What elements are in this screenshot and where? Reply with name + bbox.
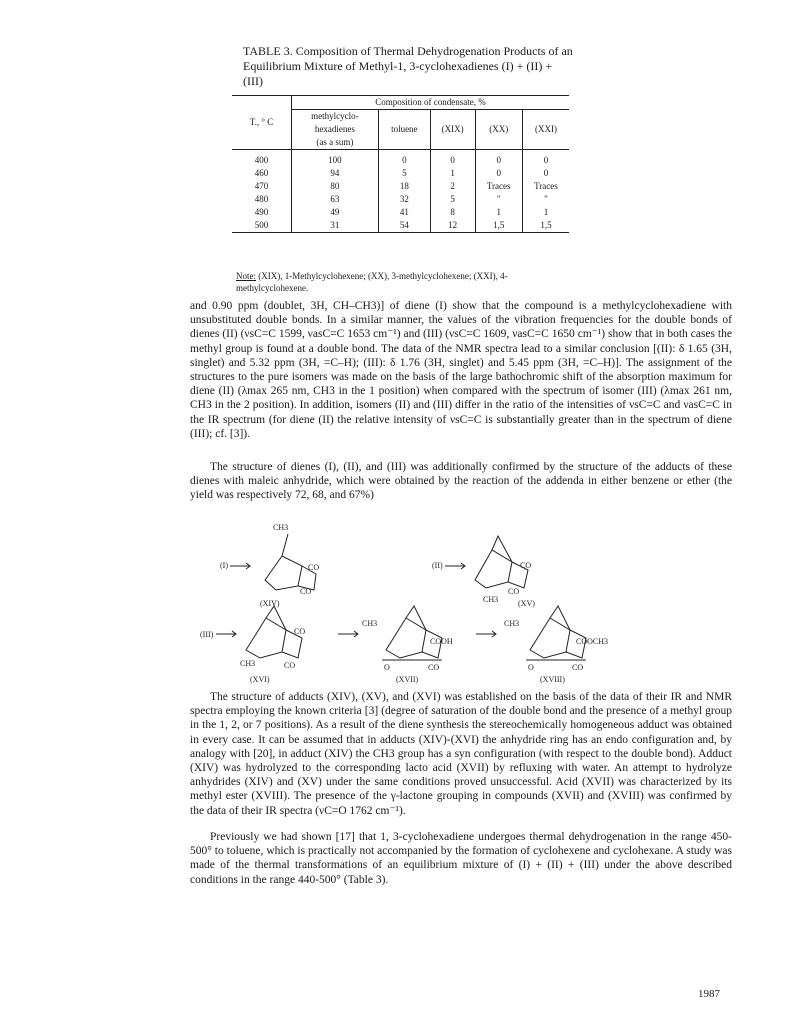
table-row bbox=[232, 167, 569, 180]
cell: 5 bbox=[378, 167, 430, 180]
table-row bbox=[232, 219, 569, 233]
ch3-label: CH3 bbox=[483, 595, 499, 604]
cell: 460 bbox=[254, 167, 269, 178]
paragraph-4: Previously we had shown [17] that 1, 3-cyclohexadiene undergoes thermal dehydrogenation in the range 450-500° to toluene, which is practically not accompanied by the formation of cyclohexene and cyclohexane. A study was made of the thermal transformations of an equilibrium mixture of (I) + (II) + (III) under the above described conditions in the range 440-500° (Table 3). bbox=[190, 831, 732, 886]
composition-table bbox=[232, 95, 569, 233]
cell: 0 bbox=[475, 167, 522, 180]
cell: 80 bbox=[292, 180, 379, 193]
cell: 2 bbox=[430, 180, 475, 193]
cell: 0 bbox=[522, 167, 569, 180]
co-label: CO bbox=[294, 627, 306, 636]
co-label: CO bbox=[508, 587, 520, 596]
col-temp-header: T., ° C bbox=[232, 96, 292, 150]
cell: Traces bbox=[475, 180, 522, 193]
table-row bbox=[232, 180, 569, 193]
reactant-2-label: (II) bbox=[432, 561, 443, 570]
composition-span-header: Composition of condensate, % bbox=[292, 96, 570, 110]
cell: 0 bbox=[430, 154, 475, 167]
col-xx-header: (XX) bbox=[475, 123, 522, 136]
cell: 8 bbox=[430, 206, 475, 219]
cell: 12 bbox=[430, 219, 475, 233]
cooh-label: COOH bbox=[430, 637, 453, 646]
col-xix-header: (XIX) bbox=[430, 123, 475, 136]
product-xviii-label: (XVIII) bbox=[540, 675, 565, 684]
cell: " bbox=[522, 193, 569, 206]
cell: 32 bbox=[378, 193, 430, 206]
col-methylcyclo-header-2: hexadienes bbox=[292, 123, 379, 136]
cell: 100 bbox=[292, 154, 379, 167]
cell: 1 bbox=[475, 206, 522, 219]
cell: 1 bbox=[522, 206, 569, 219]
page-number: 1987 bbox=[698, 988, 720, 1000]
co-label: CO bbox=[300, 587, 312, 596]
scheme-svg bbox=[190, 520, 732, 695]
co-label: CO bbox=[284, 661, 296, 670]
ch3-label: CH3 bbox=[240, 659, 256, 668]
co-label: CO bbox=[428, 663, 440, 672]
cell: 1,5 bbox=[522, 219, 569, 233]
table-row bbox=[232, 193, 569, 206]
table-row bbox=[232, 206, 569, 219]
product-xiv-label: (XIV) bbox=[260, 599, 280, 608]
reactant-1-label: (I) bbox=[220, 561, 228, 570]
co-label: CO bbox=[308, 563, 320, 572]
cell: 0 bbox=[522, 154, 569, 167]
product-xvii-label: (XVII) bbox=[396, 675, 419, 684]
cell: 18 bbox=[378, 180, 430, 193]
co-label: CO bbox=[572, 663, 584, 672]
cell: 94 bbox=[292, 167, 379, 180]
col-toluene-header: toluene bbox=[378, 123, 430, 136]
cell: 31 bbox=[292, 219, 379, 233]
cell: 5 bbox=[430, 193, 475, 206]
col-xxi-header: (XXI) bbox=[522, 123, 569, 136]
cell: " bbox=[475, 193, 522, 206]
ch3-label: CH3 bbox=[362, 619, 378, 628]
reactant-3-label: (III) bbox=[200, 630, 214, 639]
col-methylcyclo-header-1: methylcyclo- bbox=[292, 110, 379, 124]
cell: 490 bbox=[254, 206, 269, 217]
o-label: O bbox=[528, 663, 534, 672]
cell: 1,5 bbox=[475, 219, 522, 233]
note-text: (XIX), 1-Methylcyclohexene; (XX), 3-methylcyclohexene; (XXI), 4-methylcyclohexene. bbox=[236, 271, 508, 293]
note-label: Note: bbox=[236, 271, 256, 281]
col-methylcyclo-header-3: (as a sum) bbox=[292, 136, 379, 150]
cell: 49 bbox=[292, 206, 379, 219]
bicyclic-frame bbox=[265, 556, 302, 590]
reaction-scheme bbox=[190, 520, 732, 695]
ch3-label: CH3 bbox=[273, 523, 289, 532]
cooch3-label: COOCH3 bbox=[576, 637, 609, 646]
paragraph-3: The structure of adducts (XIV), (XV), and (XVI) was established on the basis of the data of their IR and NMR spectra employing the known criteria [3] (degree of saturation of the double bond and the presence of a methyl group in the 1, 2, or 7 positions). As a result of the diene synthesis the stereochemically homogeneous adduct was obtained in every case. It can be assumed that in adducts (XIV)-(XVI) the anhydride ring has an endo configuration and, by analogy with [20], in adduct (XIV) the CH3 group has a syn configuration (with respect to the double bond). Adduct (XIV) was hydrolyzed to the corresponding lacto acid (XVII) by refluxing with water. An attempt to hydrolyze anhydrides (XIV) and (XV) under the same conditions proved unsuccessful. Acid (XVII) was characterized by its methyl ester (XVIII). The presence of the γ-lactone grouping in compounds (XVII) and (XVIII) was confirmed by the data of their IR spectra (νC=O 1762 cm⁻¹). bbox=[190, 691, 732, 817]
paragraph-1: and 0.90 ppm (doublet, 3H, CH–CH3)] of diene (I) show that the compound is a methylcyclohexadiene with unsubstituted double bonds. In a similar manner, the values of the vibration frequencies for the double bonds of dienes (II) (νsC=C 1599, νasC=C 1653 cm⁻¹) and (III) (νsC=C 1609, νasC=C 1650 cm⁻¹) show that in both cases the methyl group is found at a double bond. The data of the NMR spectra lead to a similar conclusion [(II): δ 1.65 (3H, singlet) and 5.32 ppm (3H, =C–H); (III): δ 1.76 (3H, singlet) and 5.45 ppm (3H, =C–H)]. The assignment of the structures to the pure isomers was made on the basis of the large bathochromic shift of the absorption maximum for diene (II) (λmax 265 nm, CH3 in the 1 position) when compared with the spectrum of isomer (III) (λmax 261 nm, CH3 in the 2 position). In addition, isomers (II) and (III) differ in the ratio of the intensities of νsC=C and νasC=C in the IR spectrum (for diene (II) the relative intensity of νsC=C is substantially greater than in the spectrum of diene (III); cf. [3]). bbox=[190, 300, 732, 440]
cell: 470 bbox=[254, 180, 269, 191]
cell: 1 bbox=[430, 167, 475, 180]
cell: 480 bbox=[254, 193, 269, 204]
table-row bbox=[232, 154, 569, 167]
cell: 500 bbox=[232, 219, 292, 233]
cell: 0 bbox=[475, 154, 522, 167]
paragraph-2: The structure of dienes (I), (II), and (III) was additionally confirmed by the structure of the adducts of these dienes with maleic anhydride, which were obtained by the reaction of the addenda in either benzene or ether (the yield was respectively 72, 68, and 67%) bbox=[190, 461, 732, 502]
product-xvi-label: (XVI) bbox=[250, 675, 270, 684]
cell: 400 bbox=[254, 154, 269, 165]
cell: Traces bbox=[522, 180, 569, 193]
cell: 41 bbox=[378, 206, 430, 219]
o-label: O bbox=[384, 663, 390, 672]
product-xv-label: (XV) bbox=[518, 599, 535, 608]
ch3-label: CH3 bbox=[504, 619, 520, 628]
co-label: CO bbox=[520, 561, 532, 570]
cell: 54 bbox=[378, 219, 430, 233]
table-caption: TABLE 3. Composition of Thermal Dehydrogenation Products of an Equilibrium Mixture of Methyl-1, 3-cyclohexadienes (I) + (II) + (III) bbox=[243, 44, 573, 88]
cell: 63 bbox=[292, 193, 379, 206]
cell: 0 bbox=[378, 154, 430, 167]
table-note bbox=[236, 270, 576, 294]
